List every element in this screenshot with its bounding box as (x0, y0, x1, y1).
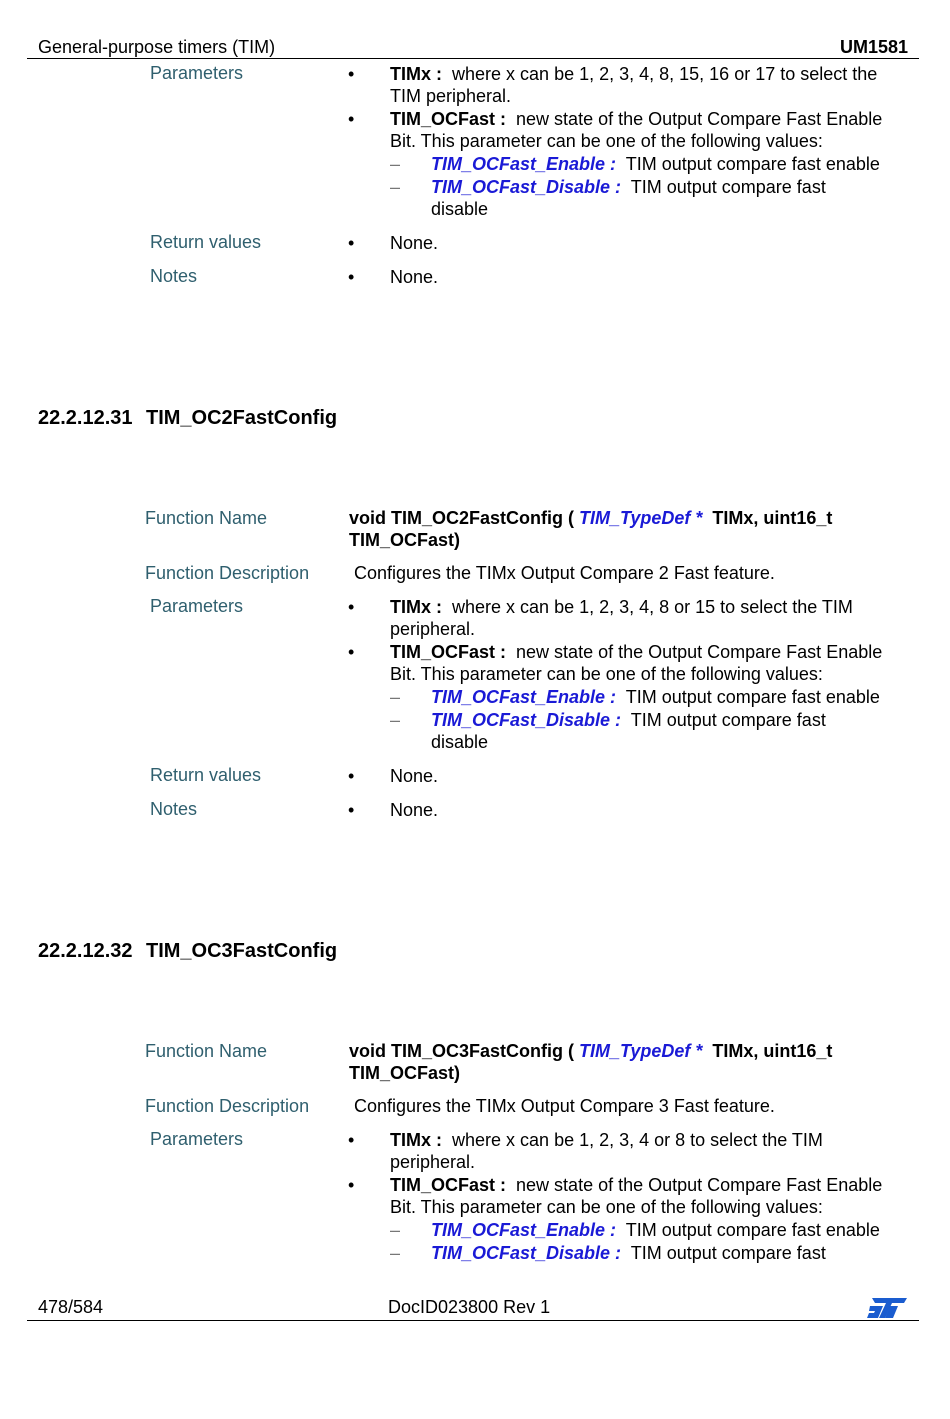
return-value: None. (390, 233, 439, 253)
value-term-link[interactable]: TIM_OCFast_Enable : (431, 154, 617, 174)
value-desc: TIM output compare fast (630, 710, 826, 730)
value-desc-cont: disable (431, 732, 489, 752)
param-ocfast (390, 642, 882, 663)
parameters-label: Parameters (150, 1129, 244, 1149)
running-header-title: General-purpose timers (TIM) (38, 37, 276, 57)
doc-id: DocID023800 Rev 1 (388, 1297, 551, 1317)
dash: – (390, 1243, 401, 1263)
param-desc-cont: Bit. This parameter can be one of the following values: (390, 664, 823, 684)
param-term: TIM_OCFast : (390, 642, 507, 662)
section-title: TIM_OC2FastConfig (146, 407, 338, 429)
st-logo-icon (866, 1296, 908, 1320)
signature-name: void TIM_OC2FastConfig ( (349, 508, 574, 528)
parameters-label: Parameters (150, 63, 244, 83)
return-values-label: Return values (150, 232, 262, 252)
value-disable (431, 177, 826, 198)
param-ocfast (390, 1175, 882, 1196)
section-heading (38, 407, 337, 430)
param-timx (390, 1130, 823, 1151)
param-desc: new state of the Output Compare Fast Enable (516, 642, 883, 662)
section-title: TIM_OC3FastConfig (146, 940, 338, 962)
param-desc: new state of the Output Compare Fast Enable (516, 109, 883, 129)
param-desc-cont: TIM peripheral. (390, 86, 512, 106)
param-term: TIMx : (390, 1130, 442, 1150)
return-value: None. (390, 766, 439, 786)
function-description: Configures the TIMx Output Compare 3 Fast feature. (354, 1096, 775, 1116)
value-term-link[interactable]: TIM_OCFast_Enable : (431, 687, 617, 707)
parameters-label: Parameters (150, 596, 244, 616)
param-desc: new state of the Output Compare Fast Enable (516, 1175, 883, 1195)
bullet: • (348, 800, 355, 820)
bullet: • (348, 1175, 355, 1195)
value-disable (431, 1243, 826, 1264)
value-term-link[interactable]: TIM_OCFast_Disable : (431, 1243, 622, 1263)
value-disable (431, 710, 826, 731)
value-desc: TIM output compare fast enable (625, 687, 880, 707)
param-desc: where x can be 1, 2, 3, 4, 8, 15, 16 or 17 to select the (452, 64, 878, 84)
function-description-label: Function Description (145, 1096, 310, 1116)
param-desc-cont: Bit. This parameter can be one of the following values: (390, 131, 823, 151)
dash: – (390, 177, 401, 197)
notes-label: Notes (150, 266, 198, 286)
param-term: TIM_OCFast : (390, 109, 507, 129)
header-rule (27, 58, 919, 59)
param-desc: where x can be 1, 2, 3, 4, 8 or 15 to select the TIM (452, 597, 853, 617)
signature-args: TIMx, uint16_t (712, 508, 833, 528)
value-enable (431, 687, 880, 708)
function-description-label: Function Description (145, 563, 310, 583)
value-desc-cont: disable (431, 199, 489, 219)
param-desc: where x can be 1, 2, 3, 4 or 8 to select the TIM (452, 1130, 823, 1150)
bullet: • (348, 109, 355, 129)
function-name-label: Function Name (145, 508, 268, 528)
function-signature (349, 508, 832, 529)
typedef-link[interactable]: TIM_TypeDef * (579, 508, 703, 528)
param-term: TIMx : (390, 597, 442, 617)
section-heading (38, 940, 337, 963)
bullet: • (348, 766, 355, 786)
value-desc: TIM output compare fast (630, 1243, 826, 1263)
param-desc-cont: Bit. This parameter can be one of the following values: (390, 1197, 823, 1217)
section-number: 22.2.12.31 (38, 407, 133, 429)
page-number: 478/584 (38, 1297, 104, 1317)
signature-name: void TIM_OC3FastConfig ( (349, 1041, 574, 1061)
value-enable (431, 154, 880, 175)
function-signature-cont: TIM_OCFast) (349, 1063, 461, 1083)
bullet: • (348, 597, 355, 617)
bullet: • (348, 64, 355, 84)
return-values-label: Return values (150, 765, 262, 785)
param-timx (390, 597, 853, 618)
param-term: TIM_OCFast : (390, 1175, 507, 1195)
value-desc: TIM output compare fast (630, 177, 826, 197)
value-desc: TIM output compare fast enable (625, 154, 880, 174)
function-signature (349, 1041, 832, 1062)
notes-value: None. (390, 800, 439, 820)
value-term-link[interactable]: TIM_OCFast_Disable : (431, 710, 622, 730)
param-ocfast (390, 109, 882, 130)
dash: – (390, 154, 401, 174)
param-timx (390, 64, 877, 85)
value-desc: TIM output compare fast enable (625, 1220, 880, 1240)
typedef-link[interactable]: TIM_TypeDef * (579, 1041, 703, 1061)
signature-args: TIMx, uint16_t (712, 1041, 833, 1061)
dash: – (390, 1220, 401, 1240)
function-name-label: Function Name (145, 1041, 268, 1061)
running-header-docnum: UM1581 (839, 37, 908, 57)
value-term-link[interactable]: TIM_OCFast_Enable : (431, 1220, 617, 1240)
bullet: • (348, 1130, 355, 1150)
section-number: 22.2.12.32 (38, 940, 133, 962)
param-desc-cont: peripheral. (390, 1152, 476, 1172)
param-desc-cont: peripheral. (390, 619, 476, 639)
bullet: • (348, 267, 355, 287)
bullet: • (348, 233, 355, 253)
function-description: Configures the TIMx Output Compare 2 Fast feature. (354, 563, 775, 583)
footer-rule (27, 1320, 919, 1321)
bullet: • (348, 642, 355, 662)
param-term: TIMx : (390, 64, 442, 84)
function-signature-cont: TIM_OCFast) (349, 530, 461, 550)
notes-value: None. (390, 267, 439, 287)
value-enable (431, 1220, 880, 1241)
dash: – (390, 687, 401, 707)
dash: – (390, 710, 401, 730)
value-term-link[interactable]: TIM_OCFast_Disable : (431, 177, 622, 197)
notes-label: Notes (150, 799, 198, 819)
